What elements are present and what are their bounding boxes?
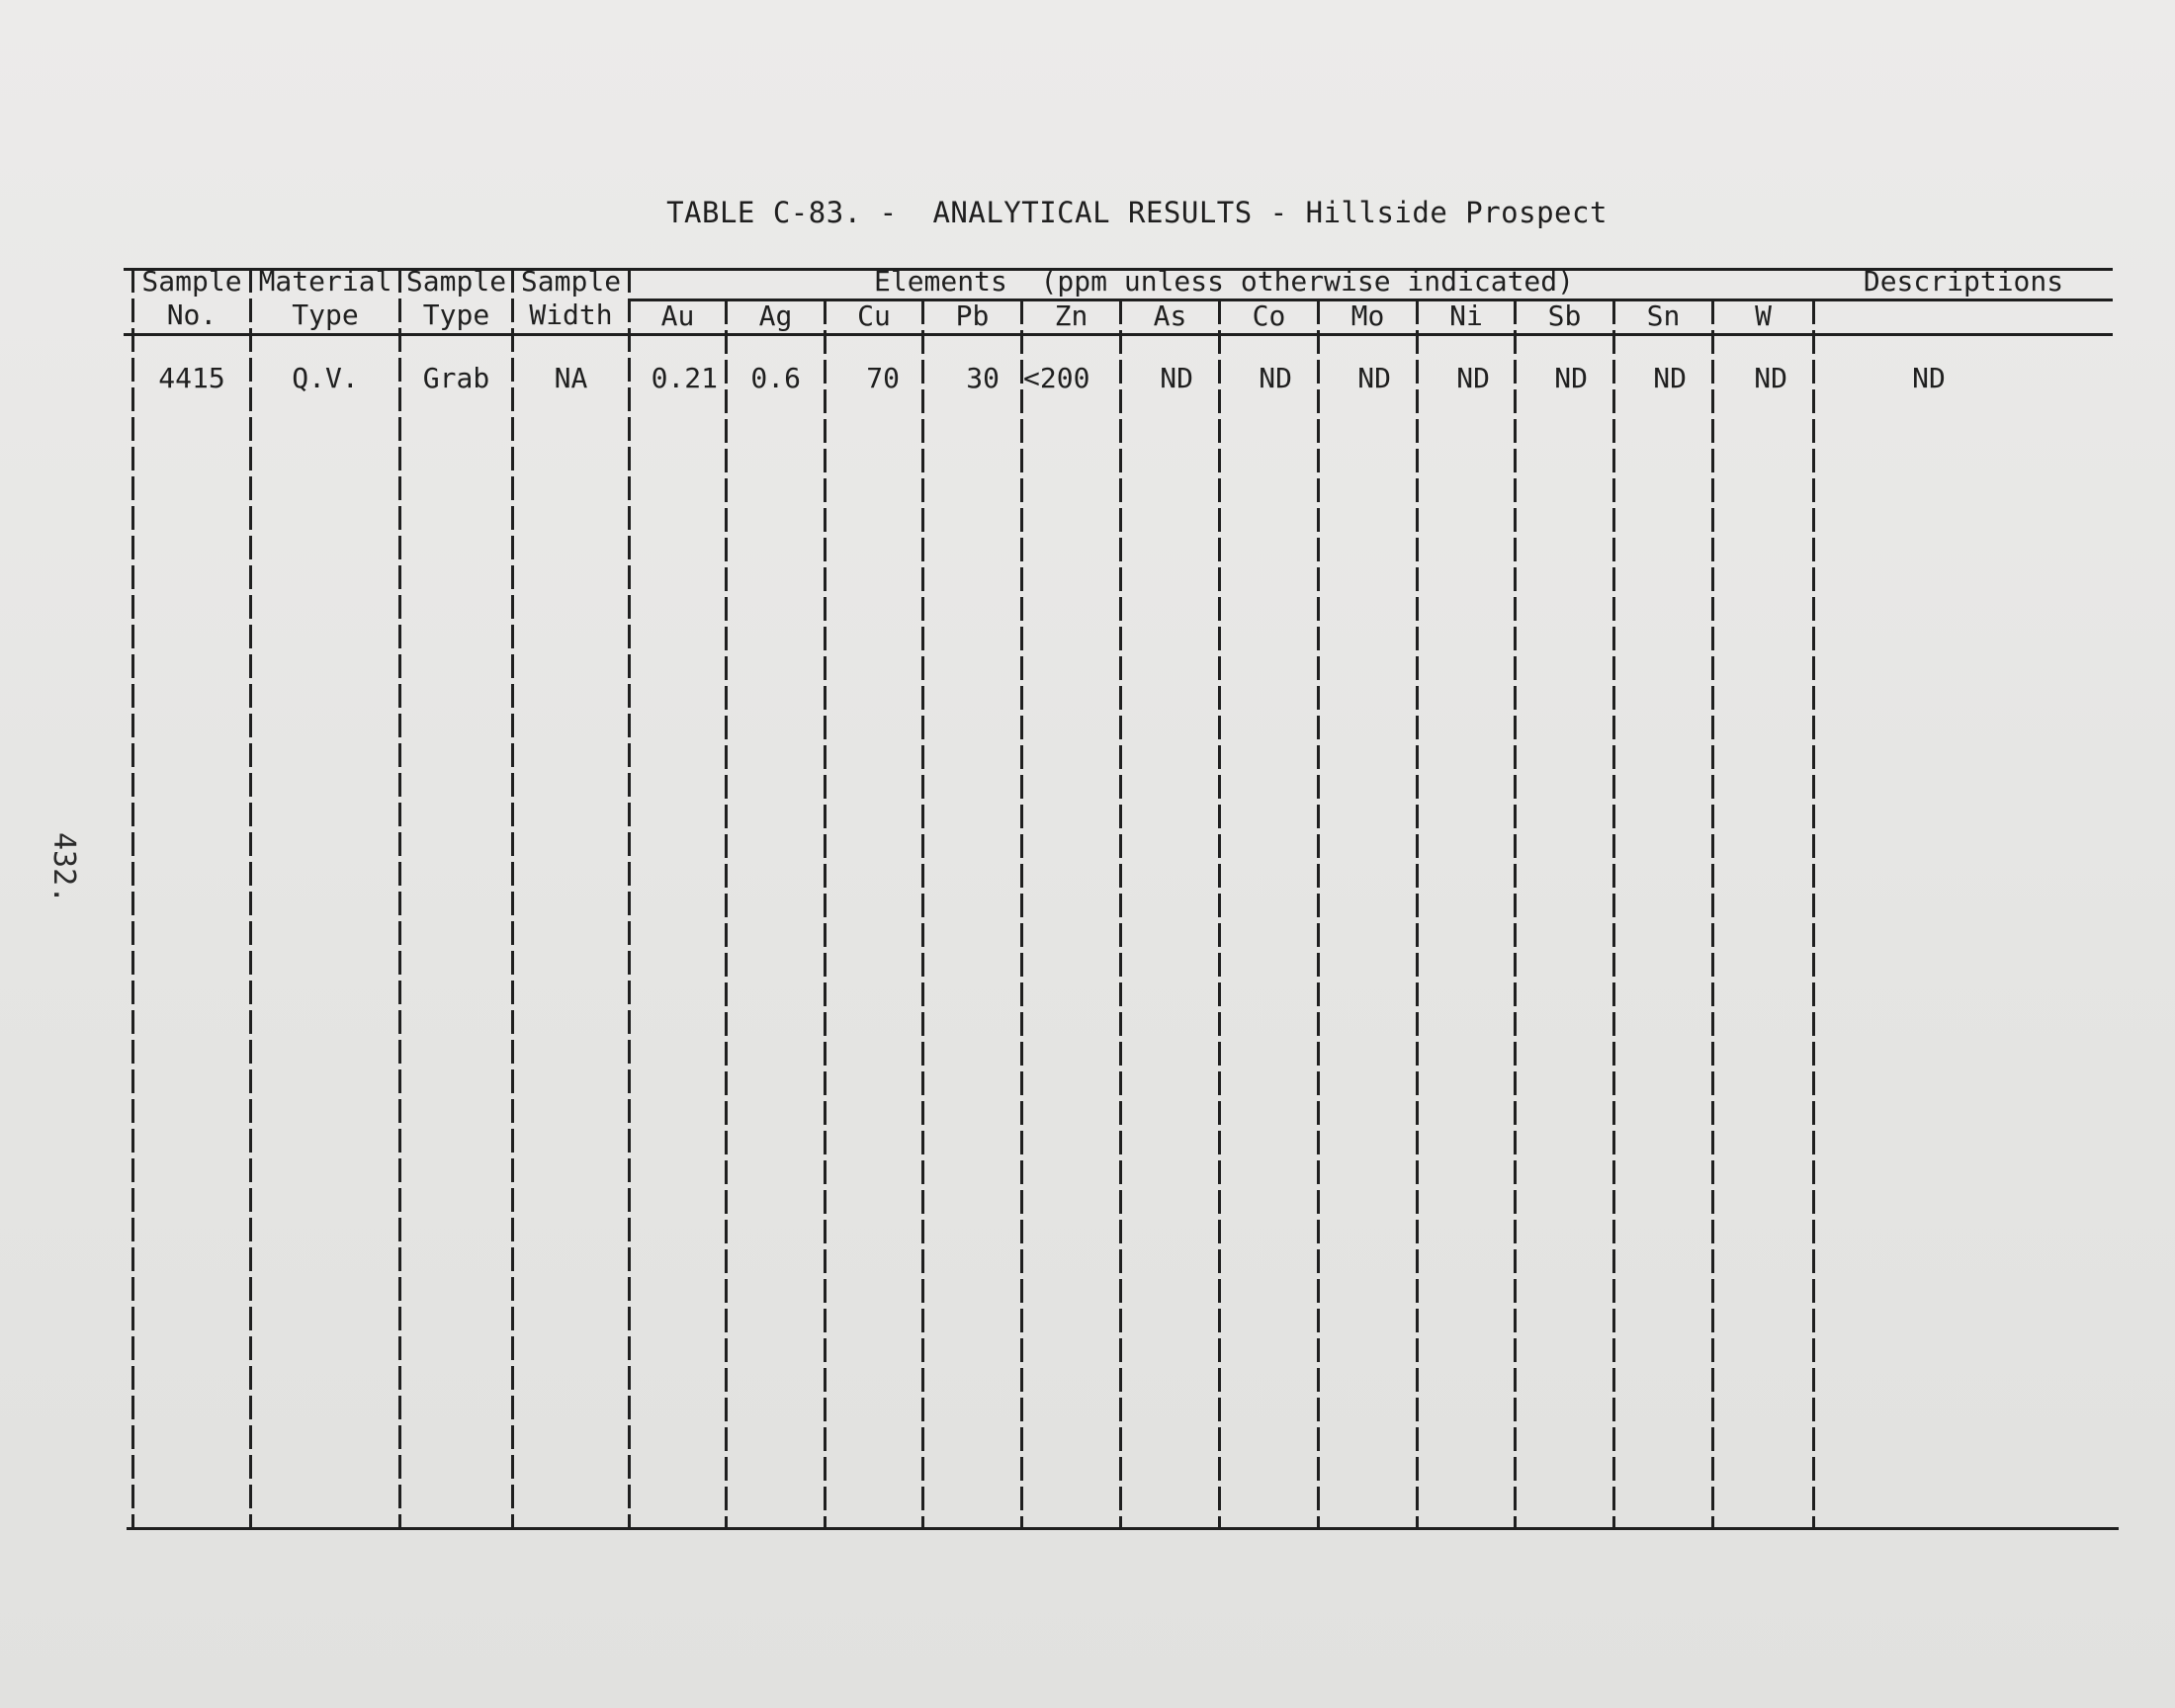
column-divider bbox=[628, 269, 631, 1527]
header-element-au: Au bbox=[660, 299, 695, 332]
cell-sample-width: NA bbox=[554, 362, 588, 394]
header-element-cu: Cu bbox=[857, 299, 891, 332]
column-divider bbox=[1218, 300, 1221, 1527]
cell-cu: 70 bbox=[866, 362, 900, 394]
cell-zn: <200 bbox=[1023, 362, 1090, 394]
header-element-zn: Zn bbox=[1054, 299, 1088, 332]
column-divider bbox=[921, 300, 924, 1527]
bottom-rule bbox=[127, 1527, 2119, 1530]
column-divider bbox=[1612, 300, 1615, 1527]
column-divider bbox=[1020, 300, 1023, 1527]
header-sample-no: Sample No. bbox=[141, 265, 242, 331]
column-divider bbox=[824, 300, 826, 1527]
column-divider bbox=[1711, 300, 1714, 1527]
cell-sn: ND bbox=[1653, 362, 1687, 394]
column-divider bbox=[1317, 300, 1320, 1527]
header-sample-width: Sample Width bbox=[520, 265, 622, 331]
table-title: TABLE C-83. - ANALYTICAL RESULTS - Hillside Prospect bbox=[666, 196, 1608, 229]
column-divider bbox=[725, 300, 728, 1527]
cell-ag: 0.6 bbox=[750, 362, 801, 394]
cell-as: ND bbox=[1160, 362, 1193, 394]
header-element-co: Co bbox=[1252, 299, 1286, 332]
header-element-as: As bbox=[1153, 299, 1187, 332]
column-divider bbox=[398, 269, 401, 1527]
column-divider bbox=[1119, 300, 1122, 1527]
cell-w: ND bbox=[1754, 362, 1787, 394]
cell-au: 0.21 bbox=[651, 362, 718, 394]
cell-sample-no: 4415 bbox=[158, 362, 225, 394]
header-descriptions: Descriptions bbox=[1863, 265, 2064, 298]
cell-material-type: Q.V. bbox=[292, 362, 359, 394]
cell-mo: ND bbox=[1357, 362, 1391, 394]
page-number-note: 432. bbox=[46, 832, 81, 904]
header-element-ag: Ag bbox=[758, 299, 793, 332]
header-element-sb: Sb bbox=[1547, 299, 1582, 332]
column-divider bbox=[249, 269, 252, 1527]
header-element-ni: Ni bbox=[1449, 299, 1483, 332]
column-divider bbox=[511, 269, 514, 1527]
column-divider bbox=[1812, 300, 1815, 1527]
header-element-w: W bbox=[1755, 299, 1772, 332]
cell-pb: 30 bbox=[966, 362, 1000, 394]
column-divider bbox=[131, 269, 134, 1527]
header-sample-type: Sample Type bbox=[405, 265, 507, 331]
column-divider bbox=[1416, 300, 1419, 1527]
cell-co: ND bbox=[1259, 362, 1292, 394]
cell-sb: ND bbox=[1554, 362, 1588, 394]
cell-description: ND bbox=[1912, 362, 1946, 394]
header-element-sn: Sn bbox=[1646, 299, 1681, 332]
header-material-type: Material Type bbox=[258, 265, 392, 331]
header-element-mo: Mo bbox=[1350, 299, 1385, 332]
cell-ni: ND bbox=[1456, 362, 1490, 394]
header-element-pb: Pb bbox=[955, 299, 990, 332]
header-elements-group: Elements (ppm unless otherwise indicated) bbox=[873, 265, 1574, 298]
cell-sample-type: Grab bbox=[422, 362, 490, 394]
column-divider bbox=[1514, 300, 1517, 1527]
